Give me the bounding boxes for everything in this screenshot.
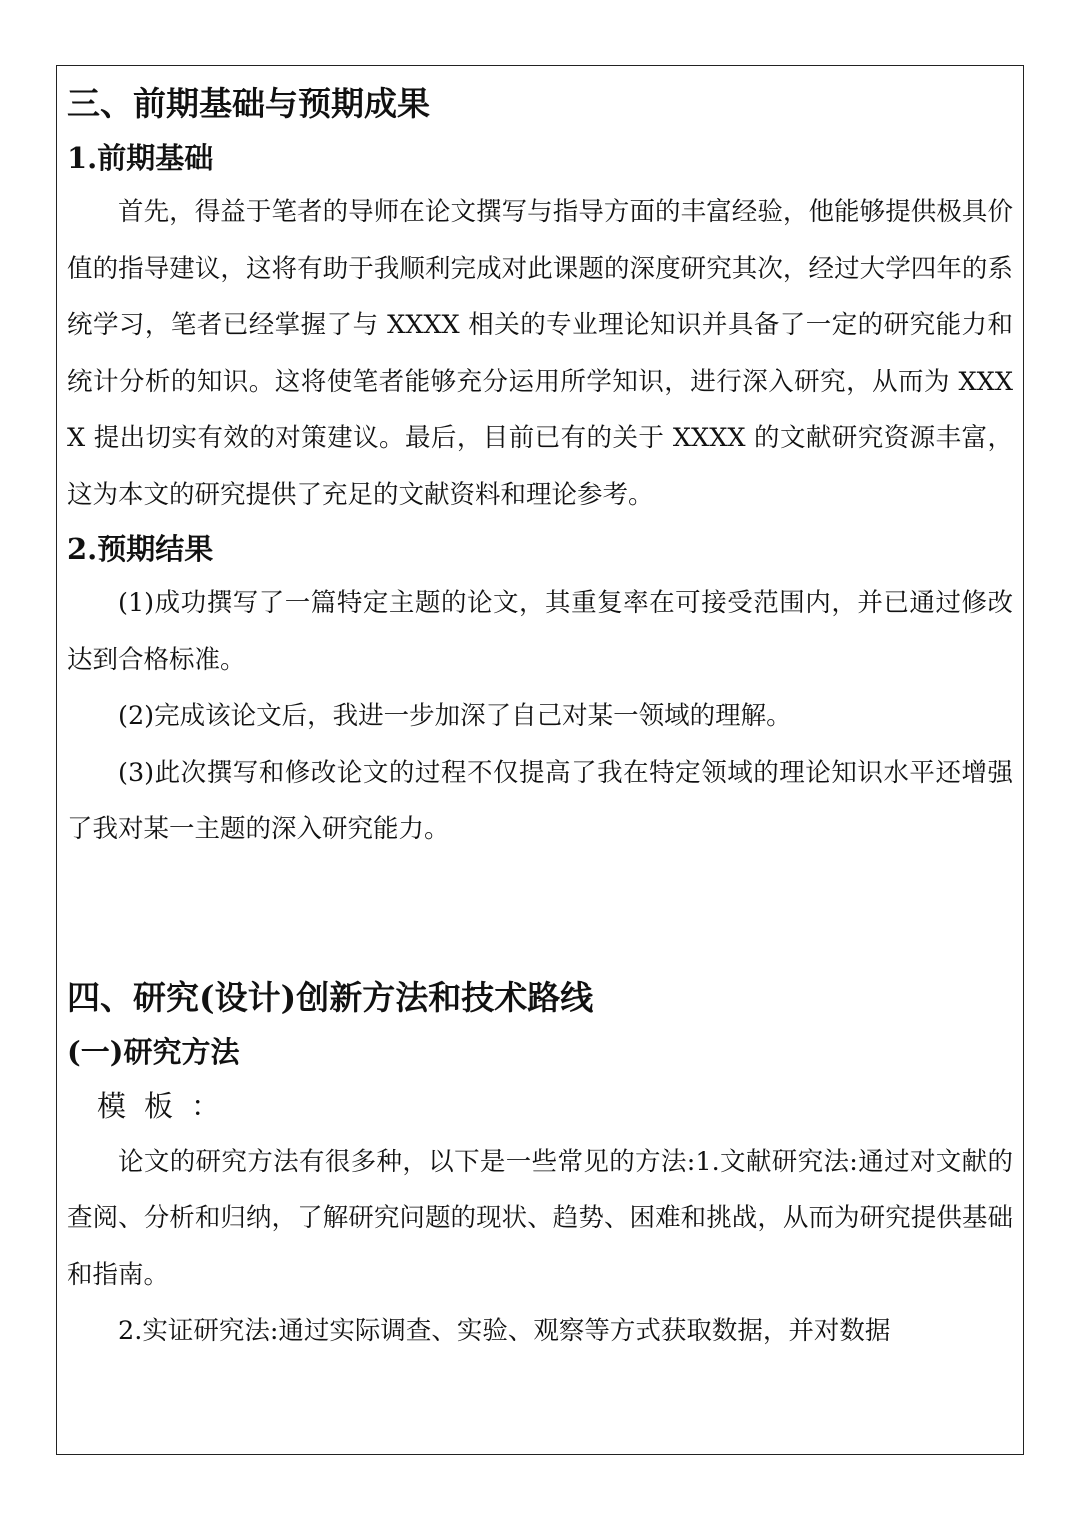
document-frame <box>56 65 1024 1455</box>
section-4-title: 四、研究(设计)创新方法和技术路线 <box>67 977 594 1017</box>
subsection-research-methods-title: (一)研究方法 <box>67 1034 240 1069</box>
subsection-prior-foundation-title: 1.前期基础 <box>67 141 214 175</box>
subsection-expected-results-title: 2.预期结果 <box>67 532 214 566</box>
section-3-title: 三、前期基础与预期成果 <box>67 84 430 123</box>
prior-foundation-paragraph: 首先，得益于笔者的导师在论文撰写与指导方面的丰富经验，他能够提供极具价值的指导建议，这将有助于我顺利完成对此课题的深度研究其次，经过大学四年的系统学习，笔者已经掌握了与 XXXX 相关的专业理论知识并具备了一定的研究能力和统计分析的知识。这将使笔者能够充分运用所学知识，进行深入研究，从而为 XXXX 提出切实有效的对策建议。最后，目前已有的关于 XXXX 的文献研究资源丰富，这为本文的研究提供了充足的文献资料和理论参考。 <box>67 197 1013 510</box>
expected-result-3: (3)此次撰写和修改论文的过程不仅提高了我在特定领域的理论知识水平还增强了我对某一主题的深入研究能力。 <box>67 757 1013 844</box>
research-methods-paragraph-1: 论文的研究方法有很多种，以下是一些常见的方法:1.文献研究法:通过对文献的查阅、分析和归纳，了解研究问题的现状、趋势、困难和挑战，从而为研究提供基础和指南。 <box>67 1146 1013 1290</box>
expected-result-1: (1)成功撰写了一篇特定主题的论文，其重复率在可接受范围内，并已通过修改达到合格标准。 <box>67 588 1013 675</box>
research-methods-paragraph-2: 2.实证研究法:通过实际调查、实验、观察等方式获取数据，并对数据 <box>118 1316 891 1346</box>
expected-result-2: (2)完成该论文后，我进一步加深了自己对某一领域的理解。 <box>118 701 792 731</box>
section-spacer <box>67 858 1013 970</box>
template-label: 模板： <box>97 1088 239 1123</box>
